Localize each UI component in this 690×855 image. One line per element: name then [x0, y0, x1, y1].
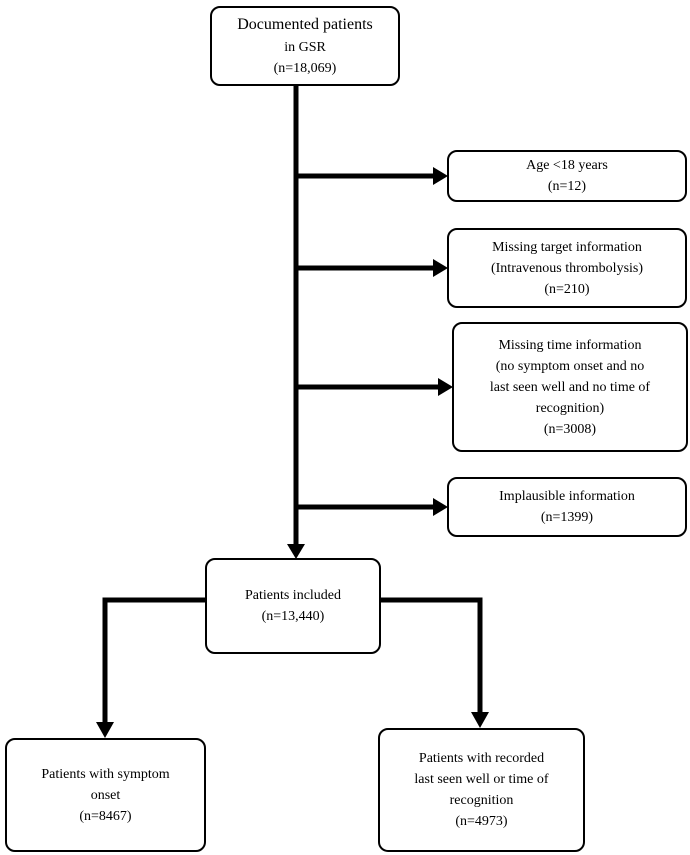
- box-text-line: recognition: [449, 793, 514, 808]
- box-documented-patients: [210, 6, 400, 86]
- box-text-line: last seen well or time of: [414, 772, 549, 787]
- box-exclusion-age: [447, 150, 687, 202]
- box-text-line: onset: [90, 787, 121, 803]
- box-last-seen-well: [378, 728, 585, 852]
- box-text-line: (n=12): [547, 179, 587, 194]
- box-text-line: (n=4973): [455, 814, 508, 829]
- arrow-down-to-included-icon: [287, 544, 305, 559]
- branch-bottom-left-line: [105, 600, 206, 724]
- box-text-line: Missing target information: [492, 239, 642, 255]
- arrow-right-exclusion-4-icon: [433, 498, 448, 516]
- box-text-line: (Intravenous thrombolysis): [490, 260, 644, 276]
- box-text-line: Patients included: [244, 588, 342, 603]
- arrow-down-bottom-right-icon: [471, 712, 489, 728]
- box-text-line: (n=3008): [543, 421, 597, 437]
- arrow-right-exclusion-1-icon: [433, 167, 448, 185]
- box-text-line: last seen well and no time of: [489, 379, 651, 395]
- box-exclusion-missing-time: [452, 322, 688, 452]
- arrow-right-exclusion-2-icon: [433, 259, 448, 277]
- box-text-line: (n=210): [544, 281, 590, 297]
- box-text-line: (n=8467): [79, 808, 132, 824]
- box-text-line: Missing time information: [498, 337, 642, 353]
- box-text-line: (n=13,440): [261, 609, 325, 624]
- box-text-line: (n=1399): [540, 510, 594, 525]
- arrow-right-exclusion-3-icon: [438, 378, 453, 396]
- box-text-line: (no symptom onset and no: [495, 358, 645, 374]
- box-text-line: Patients with symptom: [41, 766, 170, 782]
- box-exclusion-missing-target: [447, 228, 687, 308]
- box-text-line: Implausible information: [499, 489, 635, 504]
- box-text-line: Age <18 years: [526, 158, 608, 173]
- box-text-line: Patients with recorded: [418, 751, 545, 766]
- box-patients-included: [205, 558, 381, 654]
- box-text-line: (n=18,069): [273, 61, 337, 76]
- box-text-line: recognition): [535, 400, 605, 416]
- branch-bottom-right-line: [380, 600, 480, 714]
- box-text-line: in GSR: [284, 40, 326, 55]
- box-exclusion-implausible: [447, 477, 687, 537]
- box-text-line: Documented patients: [237, 16, 373, 33]
- arrow-down-bottom-left-icon: [96, 722, 114, 738]
- box-symptom-onset: [5, 738, 206, 852]
